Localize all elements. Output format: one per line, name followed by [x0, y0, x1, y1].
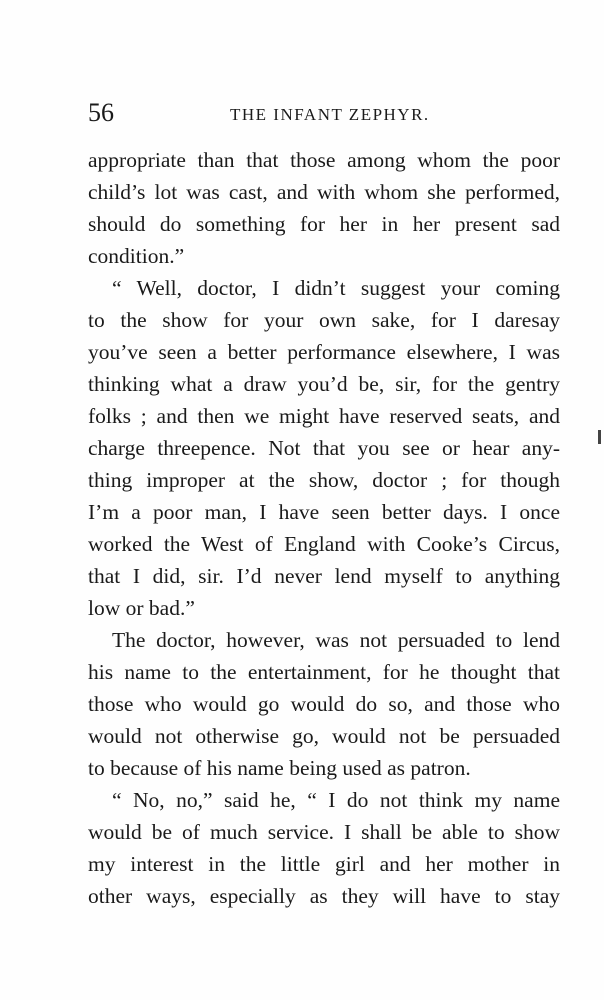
text-line: low or bad.”	[88, 596, 195, 620]
text-line: you’ve seen a better performance elsewhere, I was	[88, 340, 560, 364]
text-line: that I did, sir. I’d never lend myself to anything	[88, 564, 560, 588]
text-line: child’s lot was cast, and with whom she performed,	[88, 180, 560, 204]
text-line: worked the West of England with Cooke’s Circus,	[88, 532, 560, 556]
text-line: “ No, no,” said he, “ I do not think my name	[112, 788, 560, 812]
text-line: his name to the entertainment, for he thought that	[88, 660, 560, 684]
text-line: those who would go would do so, and those who	[88, 692, 560, 716]
text-line: I’m a poor man, I have seen better days. I once	[88, 500, 560, 524]
text-line: my interest in the little girl and her mother in	[88, 852, 560, 876]
page-number: 56	[88, 98, 114, 127]
text-line: other ways, especially as they will have to stay	[88, 884, 560, 908]
text-line: to the show for your own sake, for I daresay	[88, 308, 560, 332]
body-text	[88, 144, 560, 912]
text-line: would not otherwise go, would not be persuaded	[88, 724, 560, 748]
text-line: charge threepence. Not that you see or hear any-	[88, 436, 560, 460]
page-header	[88, 96, 560, 136]
text-line: “ Well, doctor, I didn’t suggest your coming	[112, 276, 560, 300]
text-line: thing improper at the show, doctor ; for though	[88, 468, 560, 492]
text-line: condition.”	[88, 244, 185, 268]
running-title: THE INFANT ZEPHYR.	[230, 105, 430, 124]
text-line: folks ; and then we might have reserved seats, and	[88, 404, 560, 428]
text-line: appropriate than that those among whom the poor	[88, 148, 560, 172]
text-line: would be of much service. I shall be able to show	[88, 820, 560, 844]
text-line: thinking what a draw you’d be, sir, for the gentry	[88, 372, 560, 396]
text-line: to because of his name being used as patron.	[88, 756, 471, 780]
text-line: The doctor, however, was not persuaded to lend	[112, 628, 560, 652]
page-edge-mark	[598, 430, 601, 444]
text-line: should do something for her in her present sad	[88, 212, 560, 236]
